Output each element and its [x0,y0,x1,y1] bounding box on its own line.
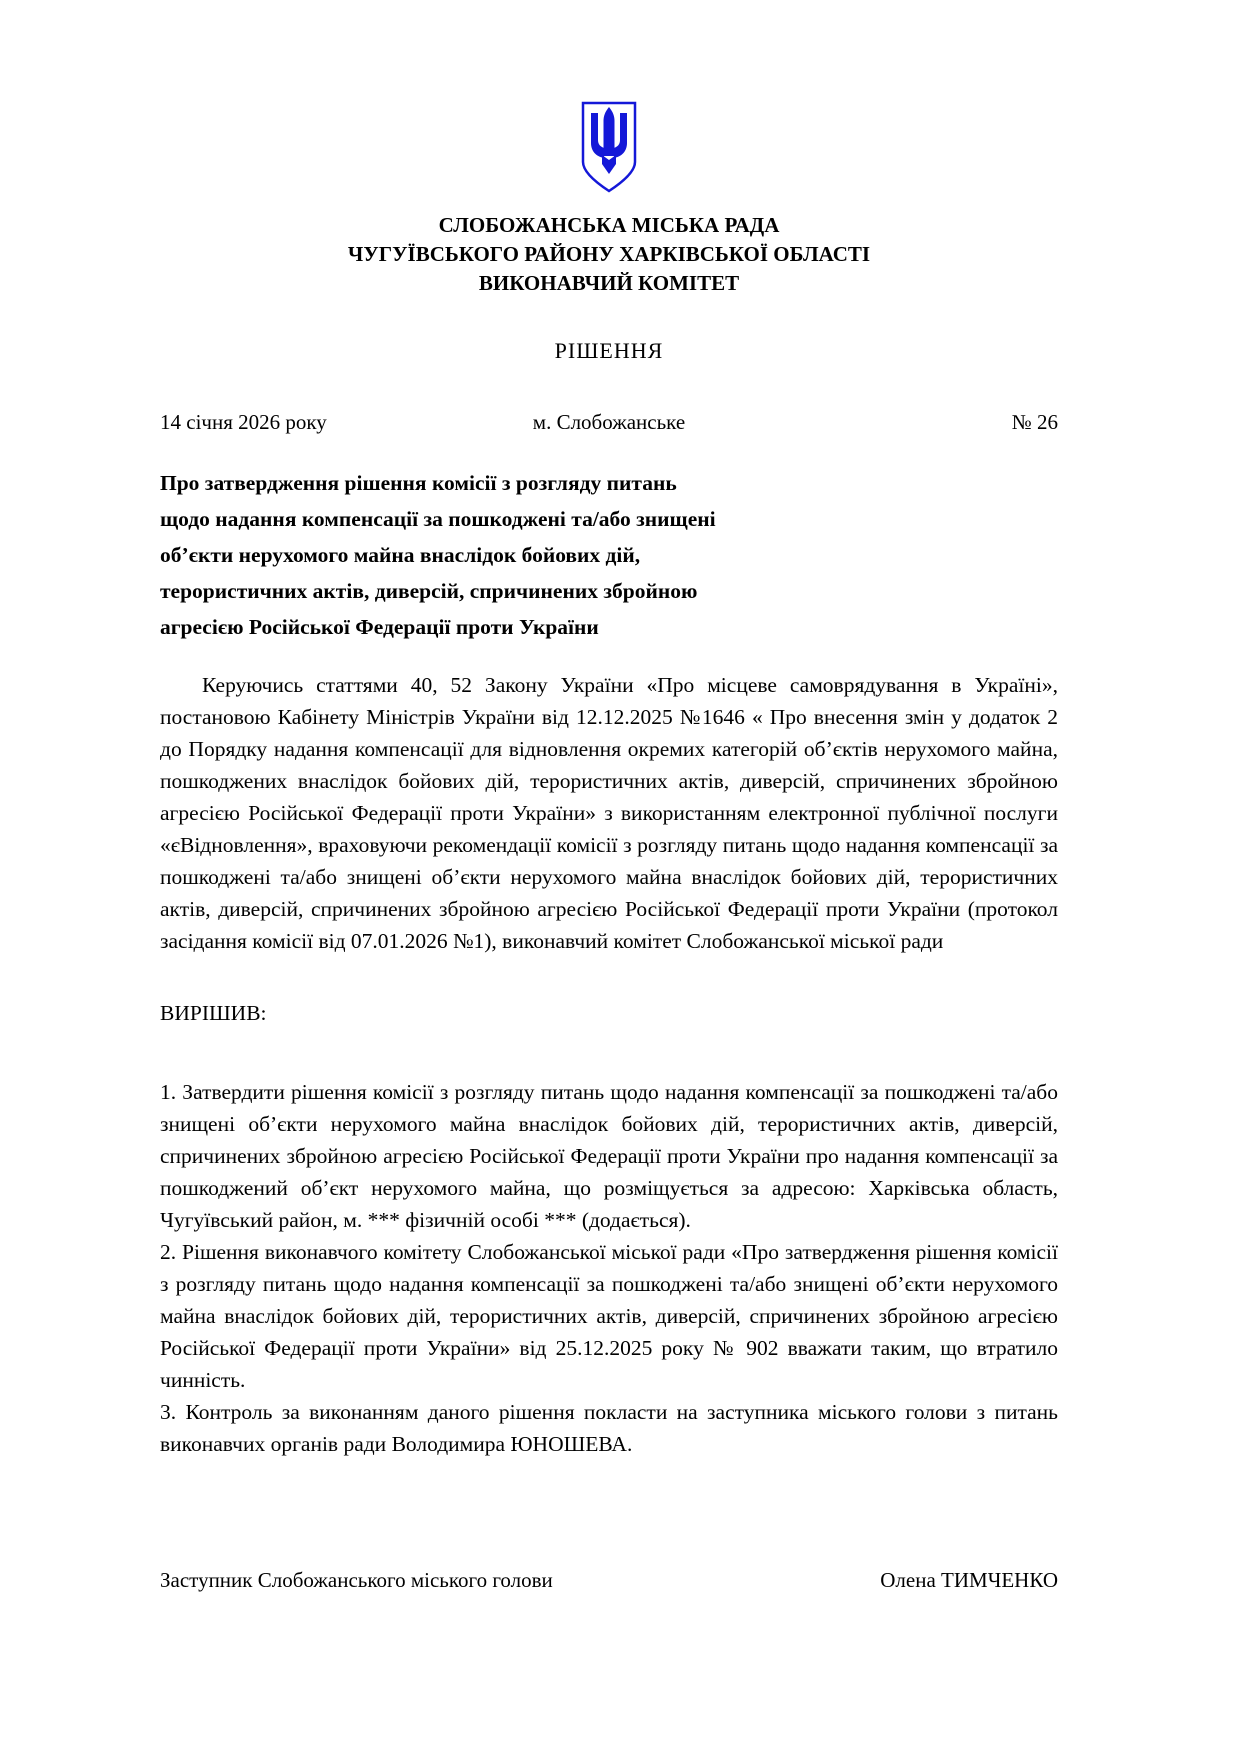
document-type-title: РІШЕННЯ [554,338,664,363]
emblem-container [160,100,1058,199]
document-meta-row [160,410,1058,435]
document-subject [160,465,1058,645]
subject-line: Про затвердження рішення комісії з розгляду питань [160,471,677,495]
resolution-item-1: 1. Затвердити рішення комісії з розгляду питань щодо надання компенсації за пошкоджені та/або знищені об’єкти нерухомого майна внаслідок бойових дій, терористичних актів, диверсій, спричинених збройною агресією Російської Федерації проти України про надання компенсації за пошкоджений об’єкт нерухомого майна, що розміщується за адресою: Харківська область, Чугуївський район, м. *** фізичній особі *** (додається). [160,1080,1058,1232]
subject-line: терористичних актів, диверсій, спричинених збройною [160,579,698,603]
org-name-line2: ЧУГУЇВСЬКОГО РАЙОНУ ХАРКІВСЬКОЇ ОБЛАСТІ [347,242,871,266]
signer-name: Олена ТИМЧЕНКО [880,1568,1058,1592]
subject-line: об’єкти нерухомого майна внаслідок бойових дій, [160,543,641,567]
resolution-items [160,1076,1058,1460]
subject-line: щодо надання компенсації за пошкоджені та/або знищені [160,507,716,531]
document-date: 14 січня 2026 року [160,410,327,434]
org-name-line1: СЛОБОЖАНСЬКА МІСЬКА РАДА [438,213,780,237]
subject-line: агресією Російської Федерації проти України [160,615,599,639]
ukraine-trident-icon [580,100,638,194]
preamble-paragraph: Керуючись статтями 40, 52 Закону України «Про місцеве самоврядування в Україні», постановою Кабінету Міністрів України від 12.12.2025 №1646 « Про внесення змін у додаток 2 до Порядку надання компенсації для відновлення окремих категорій об’єктів нерухомого майна, пошкоджених внаслідок бойових дій, терористичних актів, диверсій, спричинених збройною агресією Російської Федерації проти України» з використанням електронної публічної послуги «єВідновлення», враховуючи рекомендації комісії з розгляду питань щодо надання компенсації за пошкоджені та/або знищені об’єкти нерухомого майна внаслідок бойових дій, терористичних актів, диверсій, спричинених збройною агресією Російської Федерації проти України (протокол засідання комісії від 07.01.2026 №1), виконавчий комітет Слобожанської міської ради [160,673,1058,953]
document-place: м. Слобожанське [532,410,686,434]
signer-title: Заступник Слобожанського міського голови [160,1568,553,1592]
org-name-line3: ВИКОНАВЧИЙ КОМІТЕТ [478,271,740,295]
resolution-item-3: 3. Контроль за виконанням даного рішення покласти на заступника міського голови з питань виконавчих органів ради Володимира ЮНОШЕВА. [160,1400,1058,1456]
resolution-item-2: 2. Рішення виконавчого комітету Слобожанської міської ради «Про затвердження рішення комісії з розгляду питань щодо надання компенсації за пошкоджені та/або знищені об’єкти нерухомого майна внаслідок бойових дій, терористичних актів, диверсій, спричинених збройною агресією Російської Федерації проти України» від 25.12.2025 року № 902 вважати таким, що втратило чинність. [160,1240,1058,1392]
signature-row [160,1568,1058,1593]
document-number: № 26 [1011,410,1058,434]
resolved-label: ВИРІШИВ: [160,1001,267,1025]
